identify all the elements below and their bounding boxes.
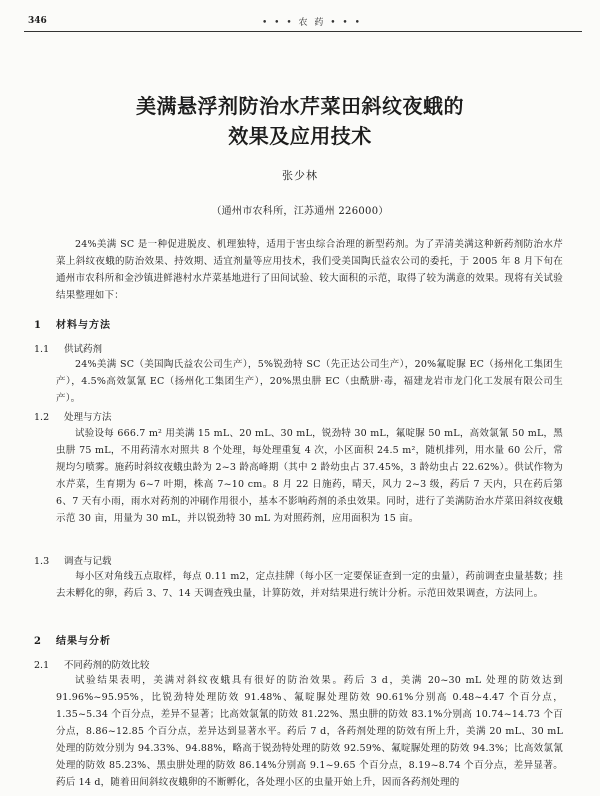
subsection-2-1-paragraph: 试验结果表明，美满对斜纹夜蛾具有很好的防治效果。药后 3 d，美满 20~30 mL 处理的防效达到 91.96%~95.95%，比锐劲特处理防效 91.48%、氟啶脲处理防效 90.61%分别高 0.48~4.47 个百分点，1.35~5.34 个百分点，差异不显著；比高效氯氰的防效 81.22%、黑虫肼的防效 83.1%分别高 10.74~14.73 个百分点，8.86~12.85 个百分点，差异达到显著水平。药后 7 d，各药剂处理的防效有所上升，美满 20 mL、30 mL 处理的防效分别为 94.33%、94.88%，略高于锐劲特处理的防效 92.59%、氟啶脲处理的防效 94.3%；比高效氯氰处理的防效 85.23%、黑虫肼处理的防效 86.14%分别高 9.1~9.65 个百分点，8.19~8.74 个百分点，差异显著。药后 14 d，随着田间斜纹夜蛾卵的不断孵化，各处理小区的虫量开始上升，因而各药剂处理的 [56,675,563,788]
intro-paragraph: 24%美满 SC 是一种促进脱皮、机理独特，适用于害虫综合治理的新型药剂。为了弄清美满这种新药剂防治水芹菜上斜纹夜蛾的防治效果、持效期、适宜剂量等应用技术，我们受美国陶氏益农公司的委托，于 2005 年 8 月下旬在通州市农科所和金沙镇进鲜港村水芹菜基地进行了田间试验、较大面积的示范，取得了较为满意的效果。现将有关试验结果整理如下： [56,239,563,301]
section-2-number: 2 [34,636,42,647]
subsection-2-1-number: 2.1 [34,660,50,671]
subsection-1-2-paragraph: 试验设每 666.7 m² 用美满 15 mL、20 mL、30 mL，锐劲特 30 mL，氟啶脲 50 mL，高效氯氰 50 mL，黑虫肼 75 mL，不用药清水对照共 8 个处理，每处理重复 4 次，小区面积 24.5 m²，随机排列，用水量 60 公斤，常规均匀喷雾。施药时斜纹夜蛾虫龄为 2~3 龄高峰期（其中 2 龄幼虫占 37.45%，3 龄幼虫占 22.62%）。供试作物为水芹菜，生育期为 6~7 叶期，株高 7~10 cm。8 月 22 日施药，晴天，风力 2~3 级，药后 7 天内，只在药后第 6、7 天有小雨，雨水对药剂的冲刷作用很小，基本不影响药剂的杀虫效果。同时，进行了美满防治水芹菜田斜纹夜蛾示范 30 亩，用量为 30 mL，并以锐劲特 30 mL 为对照药剂，应用面积为 15 亩。 [56,428,563,524]
subsection-1-1-number: 1.1 [34,344,50,355]
subsection-1-2-title: 处理与方法 [64,412,112,423]
subsection-1-2-number: 1.2 [34,412,50,423]
section-2-title: 结果与分析 [56,636,111,647]
subsection-1-3-number: 1.3 [34,556,50,567]
subsection-2-1-title: 不同药剂的防效比较 [64,660,150,671]
section-2-heading [34,632,111,647]
article-title-line-1: 美满悬浮剂防治水芹菜田斜纹夜蛾的 [136,94,464,118]
section-1-number: 1 [34,320,42,331]
subsection-1-1-paragraph: 24%美满 SC（美国陶氏益农公司生产），5%锐劲特 SC（先正达公司生产），20%氟啶脲 EC（扬州化工集团生产），4.5%高效氯氰 EC（扬州化工集团生产），20%黑虫肼 EC（虫酰肼·毒，福建龙岩市龙门化工发展有限公司生产）。 [56,359,563,404]
subsection-1-1-title: 供试药剂 [64,344,103,355]
running-head: • • • 农 药 • • • [262,18,362,28]
subsection-1-1-heading [34,341,102,355]
subsection-1-3-heading [34,553,112,567]
subsection-1-3-paragraph: 每小区对角线五点取样，每点 0.11 m2，定点挂牌（每小区一定要保证查到一定的虫量），药前调查虫量基数；挂去未孵化的卵，药后 3、7、14 天调查残虫量，计算防效，并对结果进行统计分析。示范田效果调查，方法同上。 [56,571,563,599]
author: 张少林 [282,169,318,182]
subsection-2-1-heading [34,657,150,671]
header-rule [24,31,582,32]
section-1-heading [34,316,111,331]
article-title-line-2: 效果及应用技术 [228,124,372,148]
affiliation: （通州市农科所，江苏通州 226000） [211,206,389,217]
subsection-1-3-title: 调查与记载 [64,556,112,567]
page-number: 346 [28,16,47,26]
subsection-1-2-heading [34,409,112,423]
section-1-title: 材料与方法 [56,320,111,331]
